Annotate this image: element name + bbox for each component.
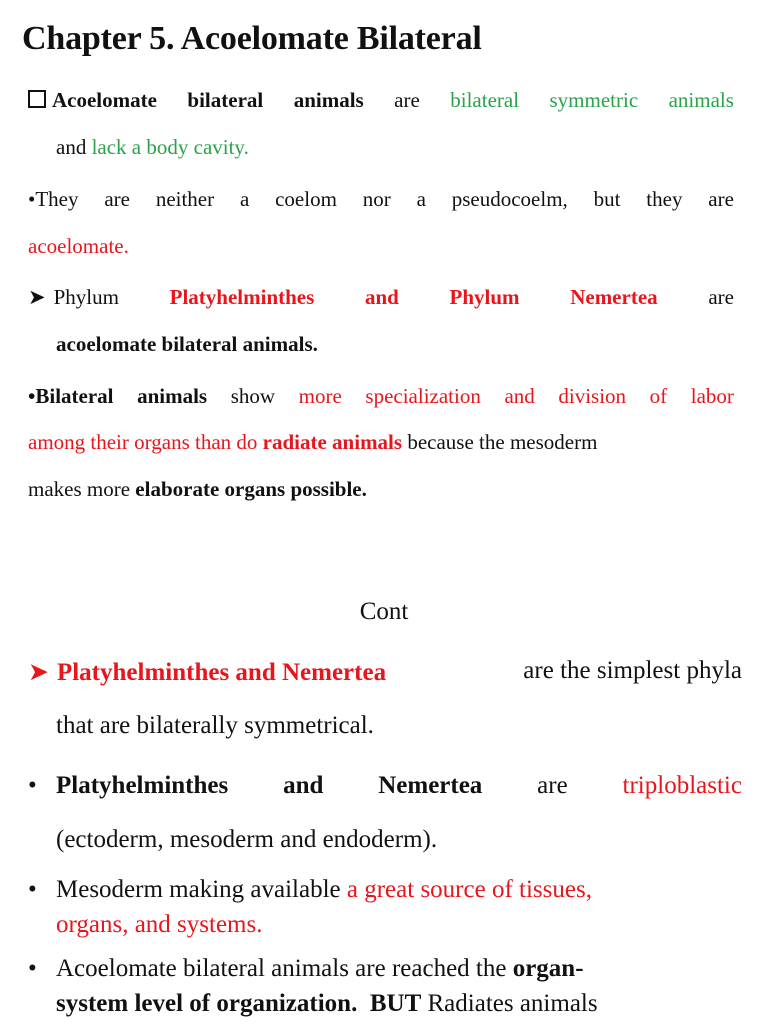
paragraph-4-line-1 bbox=[28, 384, 734, 409]
bullet-icon: • bbox=[28, 876, 37, 903]
text: elaborate organs possible. bbox=[135, 477, 367, 501]
text: of bbox=[649, 384, 668, 408]
text: Phylum bbox=[53, 285, 119, 309]
text: specialization bbox=[365, 384, 481, 408]
paragraph-1-line-2 bbox=[56, 135, 762, 160]
text: neither bbox=[155, 187, 215, 211]
paragraph-4-line-2 bbox=[28, 430, 734, 455]
text: nor bbox=[362, 187, 391, 211]
point-4-line-2 bbox=[56, 990, 598, 1018]
text: symmetric bbox=[549, 88, 639, 112]
text: and bbox=[283, 772, 324, 799]
section-heading-cont: Cont bbox=[359, 598, 409, 625]
point-3-line-1 bbox=[28, 876, 742, 904]
text: a great source of tissues, bbox=[346, 876, 592, 903]
text: animals bbox=[293, 88, 364, 112]
text: but bbox=[593, 187, 621, 211]
paragraph-1-lead bbox=[28, 88, 157, 113]
text: lack a body cavity. bbox=[91, 135, 249, 159]
text: Radiates animals bbox=[421, 990, 598, 1017]
text: Mesoderm making available bbox=[56, 876, 347, 903]
text: and bbox=[364, 285, 399, 309]
paragraph-3-line-1 bbox=[28, 285, 734, 310]
text: radiate animals bbox=[262, 430, 403, 454]
text: BUT bbox=[357, 990, 422, 1017]
text: Acoelomate bilateral animals are reached the bbox=[56, 955, 513, 982]
text: triploblastic bbox=[622, 772, 742, 799]
text: labor bbox=[690, 384, 734, 408]
square-checkbox-icon bbox=[28, 90, 46, 108]
point-2-line-1 bbox=[28, 772, 742, 800]
text: bilateral bbox=[187, 88, 264, 112]
text: they bbox=[646, 187, 683, 211]
text: because the mesoderm bbox=[402, 430, 598, 454]
text: coelom bbox=[275, 187, 337, 211]
text: are bbox=[394, 88, 420, 112]
text: division bbox=[558, 384, 627, 408]
point-1-lead bbox=[28, 657, 386, 687]
point-1-line-2: that are bilaterally symmetrical. bbox=[56, 712, 374, 739]
text: a bbox=[416, 187, 426, 211]
paragraph-3-line-2: acoelomate bilateral animals. bbox=[56, 332, 318, 356]
text: are bbox=[104, 187, 130, 211]
text: are the simplest phyla bbox=[523, 657, 742, 684]
point-4-line-1 bbox=[28, 955, 742, 983]
text: Acoelomate bbox=[52, 88, 157, 112]
point-1-line-1 bbox=[28, 657, 742, 687]
text: Platyhelminthes bbox=[56, 772, 229, 799]
text: are bbox=[708, 285, 734, 309]
bullet-icon: • bbox=[28, 955, 37, 982]
text: bilateral bbox=[450, 88, 520, 112]
text: animals bbox=[668, 88, 734, 112]
text: Nemertea bbox=[570, 285, 658, 309]
arrow-right-icon: ➤ bbox=[28, 285, 46, 309]
text: animals bbox=[137, 384, 208, 408]
text: pseudocoelm, bbox=[451, 187, 568, 211]
paragraph-2-line-2: acoelomate. bbox=[28, 234, 129, 258]
text: makes more bbox=[28, 477, 136, 501]
text: system level of organization. bbox=[56, 990, 358, 1017]
text: and bbox=[504, 384, 535, 408]
text: Platyhelminthes bbox=[169, 285, 315, 309]
text: more bbox=[298, 384, 342, 408]
text: are bbox=[708, 187, 734, 211]
text: organ- bbox=[512, 955, 584, 982]
arrow-right-icon: ➤ bbox=[28, 659, 49, 686]
text: a bbox=[239, 187, 250, 211]
paragraph-3-lead bbox=[28, 285, 119, 310]
text: and bbox=[56, 135, 92, 159]
point-2-line-2: (ectoderm, mesoderm and endoderm). bbox=[56, 826, 438, 853]
page-title: Chapter 5. Acoelomate Bilateral bbox=[22, 20, 482, 57]
text: are bbox=[537, 772, 568, 799]
text: •Bilateral bbox=[28, 384, 114, 408]
paragraph-1-line-1 bbox=[28, 88, 734, 113]
paragraph-4-line-3 bbox=[28, 477, 734, 502]
text: among their organs than do bbox=[28, 430, 263, 454]
point-2-lead bbox=[28, 772, 228, 800]
point-3-line-2: organs, and systems. bbox=[56, 911, 263, 938]
text: Nemertea bbox=[378, 772, 483, 799]
text: Phylum bbox=[449, 285, 520, 309]
text: Platyhelminthes and Nemertea bbox=[56, 659, 387, 686]
text: show bbox=[230, 384, 276, 408]
text: •They bbox=[28, 187, 79, 211]
paragraph-2-line-1 bbox=[28, 187, 734, 212]
bullet-icon: • bbox=[28, 772, 37, 799]
